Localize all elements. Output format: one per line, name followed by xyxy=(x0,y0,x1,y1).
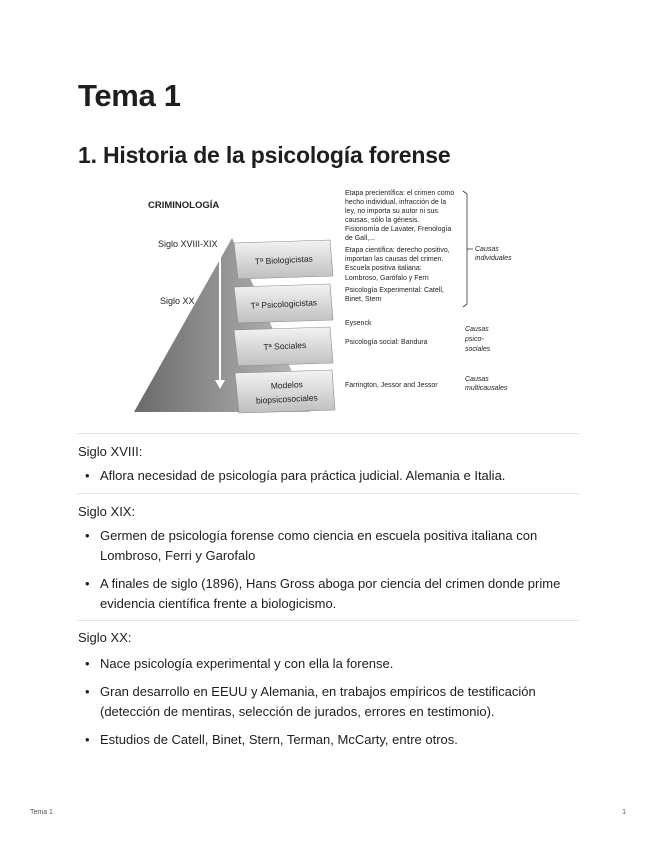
list-item: • Germen de psicología forense como ciencia en escuela positiva italiana con Lombroso, Ferri y Garofalo xyxy=(78,526,578,566)
causes-label: individuales xyxy=(475,255,512,262)
figure-heading: CRIMINOLOGÍA xyxy=(148,200,220,211)
step-label: biopsicosociales xyxy=(255,392,319,406)
causes-label: psico- xyxy=(465,336,484,343)
era-label: Siglo XVIII-XIX xyxy=(158,239,218,249)
century-heading: Siglo XX: xyxy=(78,630,132,645)
causes-label: Causas xyxy=(465,376,489,383)
document-title: Tema 1 xyxy=(78,78,181,113)
text-line: Fisionomía de Lavater, Frenología xyxy=(345,226,452,233)
step-label: Tª Psicologicistas xyxy=(250,297,318,311)
causes-label: Causas xyxy=(475,246,499,253)
century-heading: Siglo XIX: xyxy=(78,504,136,519)
causes-label: multicausales xyxy=(465,385,508,392)
etapas-text-block xyxy=(345,190,454,303)
step-label: Tª Biologicistas xyxy=(254,253,314,267)
divider xyxy=(77,493,579,494)
author-label: Eysenck xyxy=(345,320,372,327)
century-heading: Siglo XVIII: xyxy=(78,444,143,459)
list-item: • Aflora necesidad de psicología para práctica judicial. Alemania e Italia. xyxy=(78,466,578,486)
divider xyxy=(77,620,579,621)
footer-page-number: 1 xyxy=(622,809,626,816)
causes-label: Causas xyxy=(465,326,489,333)
step-sociales xyxy=(234,327,333,366)
step-label: Tª Sociales xyxy=(263,339,307,353)
bullet-list xyxy=(78,526,578,622)
author-label: Farrington, Jessor and Jessor xyxy=(345,382,438,389)
list-item: • A finales de siglo (1896), Hans Gross aboga por ciencia del crimen donde prime evidencia científica frente a biologicismo. xyxy=(78,574,578,614)
criminology-diagram xyxy=(134,186,518,414)
causes-label: sociales xyxy=(465,346,491,353)
author-label: Psicología social: Bandura xyxy=(345,339,428,346)
text-line: Psicología Experimental: Catell, xyxy=(345,287,444,294)
step-biologicistas xyxy=(234,240,333,279)
list-item: • Gran desarrollo en EEUU y Alemania, en trabajos empíricos de testificación (detección de mentiras, selección de jurados, errores en testimonio). xyxy=(78,682,578,722)
step-biopsicosociales xyxy=(235,370,335,413)
text-line: Etapa precientífica: el crimen como xyxy=(345,190,455,197)
text-line: Etapa científica: derecho positivo, xyxy=(345,247,450,254)
text-line: Binet, Stern xyxy=(345,296,382,303)
era-label: Siglo XX xyxy=(160,296,195,306)
list-item: • Nace psicología experimental y con ella la forense. xyxy=(78,654,578,674)
bracket-line xyxy=(463,191,467,307)
text-line: Escuela positiva italiana: xyxy=(345,265,422,272)
bullet-list xyxy=(78,654,578,758)
text-line: Lombroso, Garófalo y Ferri xyxy=(345,275,429,282)
list-item: • Estudios de Catell, Binet, Stern, Terman, McCarty, entre otros. xyxy=(78,730,578,750)
text-line: causas, sólo la génesis. xyxy=(345,217,420,224)
text-line: de Gall,... xyxy=(345,235,375,242)
section-title: 1. Historia de la psicología forense xyxy=(78,142,451,168)
text-line: importan las causas del crimen. xyxy=(345,256,444,263)
step-psicologicistas xyxy=(234,284,333,323)
step-label: Modelos xyxy=(270,379,304,391)
bullet-list xyxy=(78,466,578,494)
divider xyxy=(77,433,579,434)
footer-left: Tema 1 xyxy=(30,809,53,816)
text-line: ley, no importa su autor ni sus xyxy=(345,208,438,215)
text-line: hecho individual, infracción de la xyxy=(345,199,447,206)
